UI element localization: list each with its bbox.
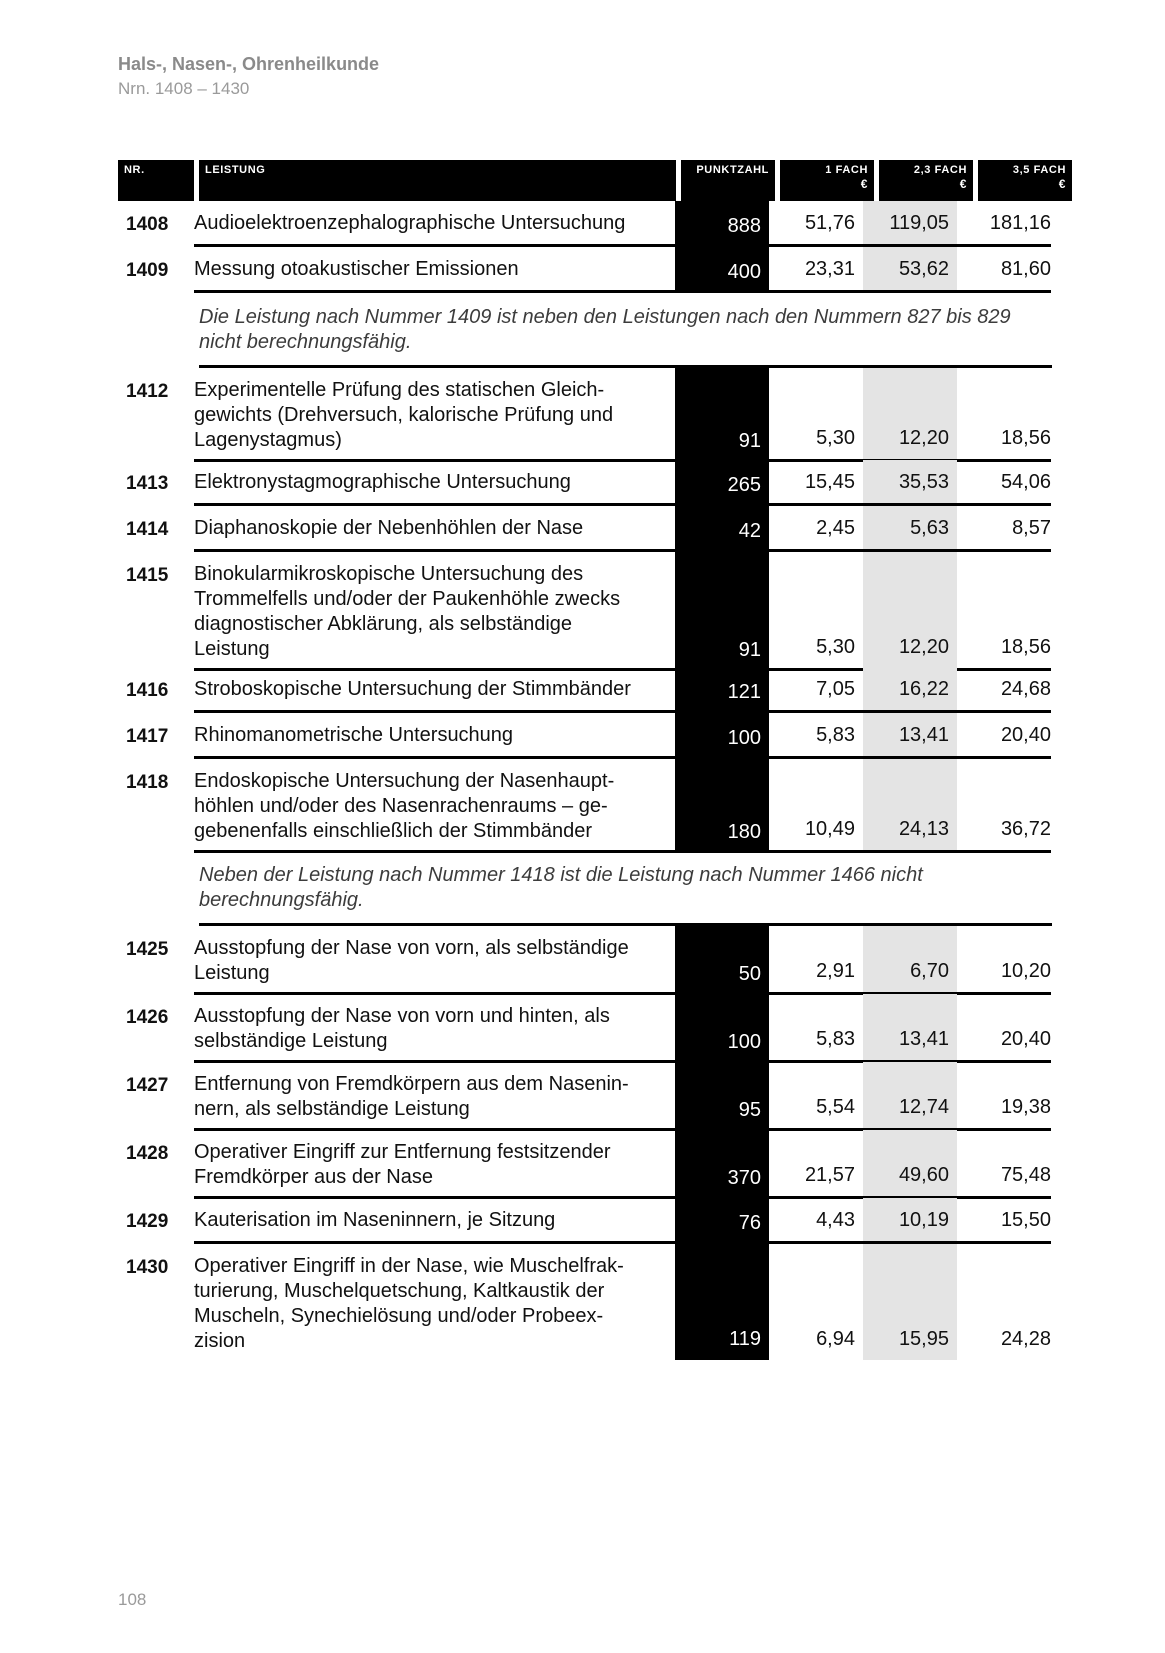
row-punktzahl: 42 — [675, 506, 769, 552]
row-punktzahl: 370 — [675, 1130, 769, 1199]
table-body — [118, 201, 1052, 1359]
table-row — [118, 552, 1052, 667]
row-punktzahl: 50 — [675, 926, 769, 995]
row-description: Ausstopfung der Nase von vorn und hinten, als selbständige Leistung — [194, 994, 675, 1063]
row-3-5-fach: 18,56 — [957, 552, 1051, 671]
row-description: Operativer Eingriff zur Entfernung festsitzender Fremdkörper aus der Nase — [194, 1130, 675, 1199]
table-header — [118, 160, 1066, 201]
row-1-fach: 5,83 — [769, 713, 863, 759]
row-number: 1415 — [126, 565, 169, 586]
col-1-fach — [780, 160, 874, 201]
row-2-3-fach: 5,63 — [863, 506, 957, 552]
row-punktzahl: 180 — [675, 759, 769, 853]
page-number: 108 — [118, 1590, 147, 1609]
table-row — [118, 1244, 1052, 1359]
table-note: Neben der Leistung nach Nummer 1418 ist die Leistung nach Nummer 1466 nicht berechnungsfähig. — [199, 851, 1052, 926]
row-description: Binokularmikroskopische Untersuchung des Trommelfells und/oder der Paukenhöhle zwecks diagnostischer Abklärung, als selbständige Leistung — [194, 552, 675, 671]
number-range: Nrn. 1408 – 1430 — [118, 79, 250, 98]
euro-sign: € — [1058, 177, 1066, 191]
row-number: 1427 — [126, 1075, 169, 1096]
row-punktzahl: 265 — [675, 460, 769, 506]
row-3-5-fach: 8,57 — [957, 506, 1051, 552]
table-row — [118, 713, 1052, 759]
row-2-3-fach: 24,13 — [863, 759, 957, 853]
row-2-3-fach: 49,60 — [863, 1130, 957, 1199]
row-2-3-fach: 35,53 — [863, 460, 957, 506]
row-description: Entfernung von Fremdkörpern aus dem Nasenin- nern, als selbständige Leistung — [194, 1062, 675, 1131]
row-description: Endoskopische Untersuchung der Nasenhaupt- höhlen und/oder des Nasenrachenraums – ge- gebenenfalls einschließlich der Stimmbänder — [194, 759, 675, 853]
row-1-fach: 7,05 — [769, 667, 863, 713]
row-1-fach: 5,83 — [769, 994, 863, 1063]
col-leistung: LEISTUNG — [199, 160, 676, 201]
row-3-5-fach: 20,40 — [957, 713, 1051, 759]
row-3-5-fach: 20,40 — [957, 994, 1051, 1063]
row-description: Diaphanoskopie der Nebenhöhlen der Nase — [194, 506, 675, 552]
row-punktzahl: 91 — [675, 552, 769, 671]
row-punktzahl: 888 — [675, 201, 769, 247]
row-2-3-fach: 119,05 — [863, 201, 957, 247]
row-3-5-fach: 181,16 — [957, 201, 1051, 247]
row-1-fach: 6,94 — [816, 1328, 855, 1350]
row-1-fach: 10,49 — [769, 759, 863, 853]
table-row — [118, 201, 1052, 247]
row-2-3-fach: 13,41 — [863, 994, 957, 1063]
row-1-fach: 5,30 — [769, 552, 863, 671]
row-punktzahl: 121 — [675, 667, 769, 713]
row-2-3-fach: 12,20 — [863, 552, 957, 671]
col-2-3-fach — [879, 160, 973, 201]
row-2-3-fach: 13,41 — [863, 713, 957, 759]
euro-sign: € — [860, 177, 868, 191]
row-3-5-fach: 10,20 — [957, 926, 1051, 995]
row-number: 1428 — [126, 1143, 169, 1164]
col-1-fach-label: 1 FACH — [825, 164, 868, 176]
row-1-fach: 15,45 — [769, 460, 863, 506]
col-punktzahl: PUNKTZAHL — [681, 160, 775, 201]
row-1-fach: 4,43 — [769, 1198, 863, 1244]
row-1-fach: 5,30 — [769, 368, 863, 462]
col-2-3-fach-label: 2,3 FACH — [913, 164, 967, 176]
row-3-5-fach: 15,50 — [957, 1198, 1051, 1244]
row-3-5-fach: 24,68 — [957, 667, 1051, 713]
row-number: 1426 — [126, 1007, 169, 1028]
row-punktzahl: 91 — [675, 368, 769, 462]
row-2-3-fach: 12,20 — [863, 368, 957, 462]
col-3-5-fach — [978, 160, 1072, 201]
row-1-fach: 2,91 — [769, 926, 863, 995]
row-3-5-fach: 19,38 — [957, 1062, 1051, 1131]
table-row — [118, 994, 1052, 1062]
row-1-fach: 51,76 — [769, 201, 863, 247]
row-1-fach: 21,57 — [769, 1130, 863, 1199]
row-punktzahl: 76 — [675, 1198, 769, 1244]
row-2-3-fach: 6,70 — [863, 926, 957, 995]
row-description: Messung otoakustischer Emissionen — [194, 247, 675, 293]
row-3-5-fach: 18,56 — [957, 368, 1051, 462]
row-3-5-fach: 24,28 — [1000, 1328, 1051, 1350]
row-description: Experimentelle Prüfung des statischen Gleich- gewichts (Drehversuch, kalorische Prüfung und Lagenystagmus) — [194, 368, 675, 462]
chapter-title: Hals-, Nasen-, Ohrenheilkunde — [118, 54, 380, 74]
row-1-fach: 23,31 — [769, 247, 863, 293]
row-description: Rhinomanometrische Untersuchung — [194, 713, 675, 759]
row-number: 1418 — [126, 772, 169, 793]
fee-table — [118, 160, 1066, 1359]
table-row — [118, 926, 1052, 994]
row-number: 1414 — [126, 519, 169, 540]
row-3-5-fach: 36,72 — [957, 759, 1051, 853]
table-row — [118, 247, 1052, 293]
table-row — [118, 460, 1052, 506]
row-description: Kauterisation im Naseninnern, je Sitzung — [194, 1198, 675, 1244]
col-nr: NR. — [118, 160, 194, 201]
table-row — [118, 759, 1052, 851]
row-punktzahl: 100 — [675, 994, 769, 1063]
table-row — [118, 1130, 1052, 1198]
row-number: 1417 — [126, 726, 169, 747]
row-2-3-fach: 53,62 — [863, 247, 957, 293]
row-number: 1408 — [126, 214, 169, 235]
row-number: 1429 — [126, 1211, 169, 1232]
table-row — [118, 506, 1052, 552]
row-1-fach: 5,54 — [769, 1062, 863, 1131]
row-3-5-fach: 75,48 — [957, 1130, 1051, 1199]
row-punktzahl: 400 — [675, 247, 769, 293]
row-number: 1413 — [126, 473, 169, 494]
row-description: Stroboskopische Untersuchung der Stimmbänder — [194, 667, 675, 713]
table-row — [118, 1062, 1052, 1130]
row-punktzahl: 100 — [675, 713, 769, 759]
row-punktzahl: 95 — [675, 1062, 769, 1131]
row-2-3-fach: 10,19 — [863, 1198, 957, 1244]
row-description: Audioelektroenzephalographische Untersuchung — [194, 201, 675, 247]
row-punktzahl: 119 — [675, 1244, 769, 1360]
row-number: 1409 — [126, 260, 169, 281]
page-header — [118, 54, 379, 99]
row-2-3-fach: 15,95 — [863, 1244, 957, 1360]
row-description: Ausstopfung der Nase von vorn, als selbständige Leistung — [194, 926, 675, 995]
row-1-fach: 2,45 — [769, 506, 863, 552]
table-row — [118, 667, 1052, 713]
row-2-3-fach: 12,74 — [863, 1062, 957, 1131]
table-note: Die Leistung nach Nummer 1409 ist neben den Leistungen nach den Nummern 827 bis 829 nicht berechnungsfähig. — [199, 293, 1052, 368]
euro-sign: € — [959, 177, 967, 191]
row-number: 1430 — [126, 1257, 169, 1278]
row-3-5-fach: 81,60 — [957, 247, 1051, 293]
row-number: 1425 — [126, 939, 169, 960]
row-number: 1416 — [126, 680, 169, 701]
table-row — [118, 368, 1052, 460]
row-3-5-fach: 54,06 — [957, 460, 1051, 506]
row-number: 1412 — [126, 381, 169, 402]
row-description: Operativer Eingriff in der Nase, wie Muschelfrak- turierung, Muschelquetschung, Kaltkaustik der Muscheln, Synechielösung und/oder Probeex- zision — [194, 1255, 624, 1352]
table-row — [118, 1198, 1052, 1244]
col-3-5-fach-label: 3,5 FACH — [1012, 164, 1066, 176]
row-2-3-fach: 16,22 — [863, 667, 957, 713]
row-description: Elektronystagmographische Untersuchung — [194, 460, 675, 506]
